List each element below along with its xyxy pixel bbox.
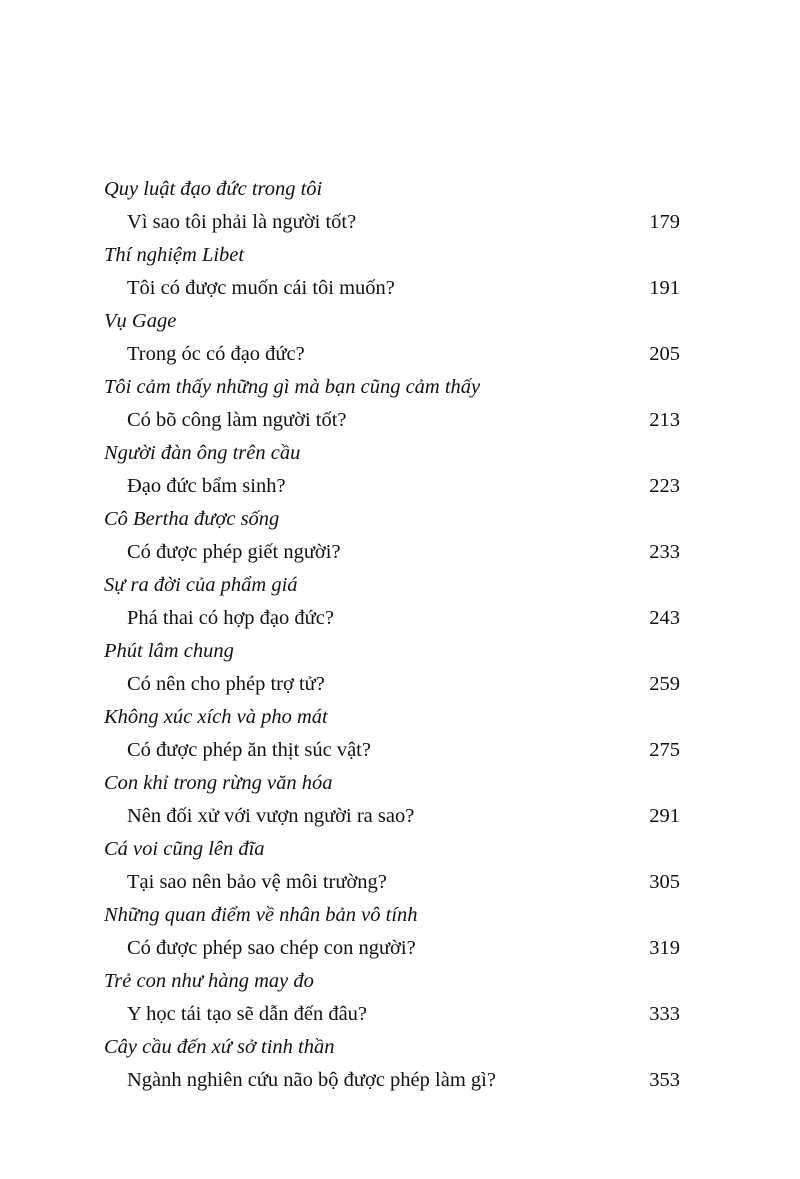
toc-entry xyxy=(104,173,680,239)
page-number: 205 xyxy=(649,343,680,365)
chapter-line xyxy=(104,668,680,701)
toc-entry xyxy=(104,1031,680,1097)
chapter-line xyxy=(104,470,680,503)
page-number: 223 xyxy=(649,475,680,497)
chapter-line xyxy=(104,734,680,767)
page-number: 353 xyxy=(649,1069,680,1091)
page-number: 319 xyxy=(649,937,680,959)
chapter-question: Ngành nghiên cứu não bộ được phép làm gì? xyxy=(127,1069,496,1091)
chapter-question: Y học tái tạo sẽ dẫn đến đâu? xyxy=(127,1003,368,1025)
chapter-title: Vụ Gage xyxy=(104,310,177,332)
chapter-question: Vì sao tôi phải là người tốt? xyxy=(127,211,357,233)
chapter-question: Tôi có được muốn cái tôi muốn? xyxy=(127,277,395,299)
table-of-contents xyxy=(104,173,680,1097)
chapter-question: Có được phép ăn thịt súc vật? xyxy=(127,739,371,761)
chapter-line xyxy=(104,272,680,305)
chapter-line xyxy=(104,602,680,635)
chapter-line xyxy=(104,338,680,371)
page-number: 191 xyxy=(649,277,680,299)
toc-entry xyxy=(104,437,680,503)
chapter-line xyxy=(104,536,680,569)
chapter-line xyxy=(104,1064,680,1097)
chapter-line xyxy=(104,932,680,965)
chapter-line xyxy=(104,404,680,437)
chapter-title: Tôi cảm thấy những gì mà bạn cũng cảm thấy xyxy=(104,376,481,398)
chapter-title: Phút lâm chung xyxy=(104,640,234,662)
chapter-line xyxy=(104,866,680,899)
chapter-title: Quy luật đạo đức trong tôi xyxy=(104,178,323,200)
toc-entry xyxy=(104,767,680,833)
toc-entry xyxy=(104,833,680,899)
chapter-line xyxy=(104,206,680,239)
chapter-title: Trẻ con như hàng may đo xyxy=(104,970,314,992)
chapter-title: Cây cầu đến xứ sở tinh thần xyxy=(104,1036,335,1058)
toc-entry xyxy=(104,569,680,635)
page-number: 213 xyxy=(649,409,680,431)
chapter-line xyxy=(104,998,680,1031)
chapter-title: Không xúc xích và pho mát xyxy=(104,706,328,728)
chapter-title: Người đàn ông trên cầu xyxy=(104,442,301,464)
chapter-title: Sự ra đời của phẩm giá xyxy=(104,574,298,596)
chapter-question: Nên đối xử với vượn người ra sao? xyxy=(127,805,415,827)
toc-entry xyxy=(104,305,680,371)
page-number: 259 xyxy=(649,673,680,695)
page-number: 243 xyxy=(649,607,680,629)
chapter-line xyxy=(104,800,680,833)
page-number: 233 xyxy=(649,541,680,563)
chapter-question: Trong óc có đạo đức? xyxy=(127,343,305,365)
toc-entry xyxy=(104,701,680,767)
toc-entry xyxy=(104,503,680,569)
page-number: 275 xyxy=(649,739,680,761)
chapter-title: Những quan điểm về nhân bản vô tính xyxy=(104,904,418,926)
toc-entry xyxy=(104,635,680,701)
chapter-question: Có nên cho phép trợ tử? xyxy=(127,673,325,695)
toc-entry xyxy=(104,965,680,1031)
chapter-title: Cô Bertha được sống xyxy=(104,508,280,530)
chapter-title: Cá voi cũng lên đĩa xyxy=(104,838,265,860)
page-number: 305 xyxy=(649,871,680,893)
page-number: 179 xyxy=(649,211,680,233)
chapter-title: Con khỉ trong rừng văn hóa xyxy=(104,772,333,794)
chapter-title: Thí nghiệm Libet xyxy=(104,244,245,266)
chapter-question: Phá thai có hợp đạo đức? xyxy=(127,607,334,629)
chapter-question: Có được phép giết người? xyxy=(127,541,341,563)
chapter-question: Có được phép sao chép con người? xyxy=(127,937,416,959)
toc-entry xyxy=(104,239,680,305)
chapter-question: Đạo đức bẩm sinh? xyxy=(127,475,286,497)
toc-entry xyxy=(104,899,680,965)
page-number: 291 xyxy=(649,805,680,827)
page-number: 333 xyxy=(649,1003,680,1025)
toc-entry xyxy=(104,371,680,437)
chapter-question: Tại sao nên bảo vệ môi trường? xyxy=(127,871,387,893)
chapter-question: Có bõ công làm người tốt? xyxy=(127,409,347,431)
